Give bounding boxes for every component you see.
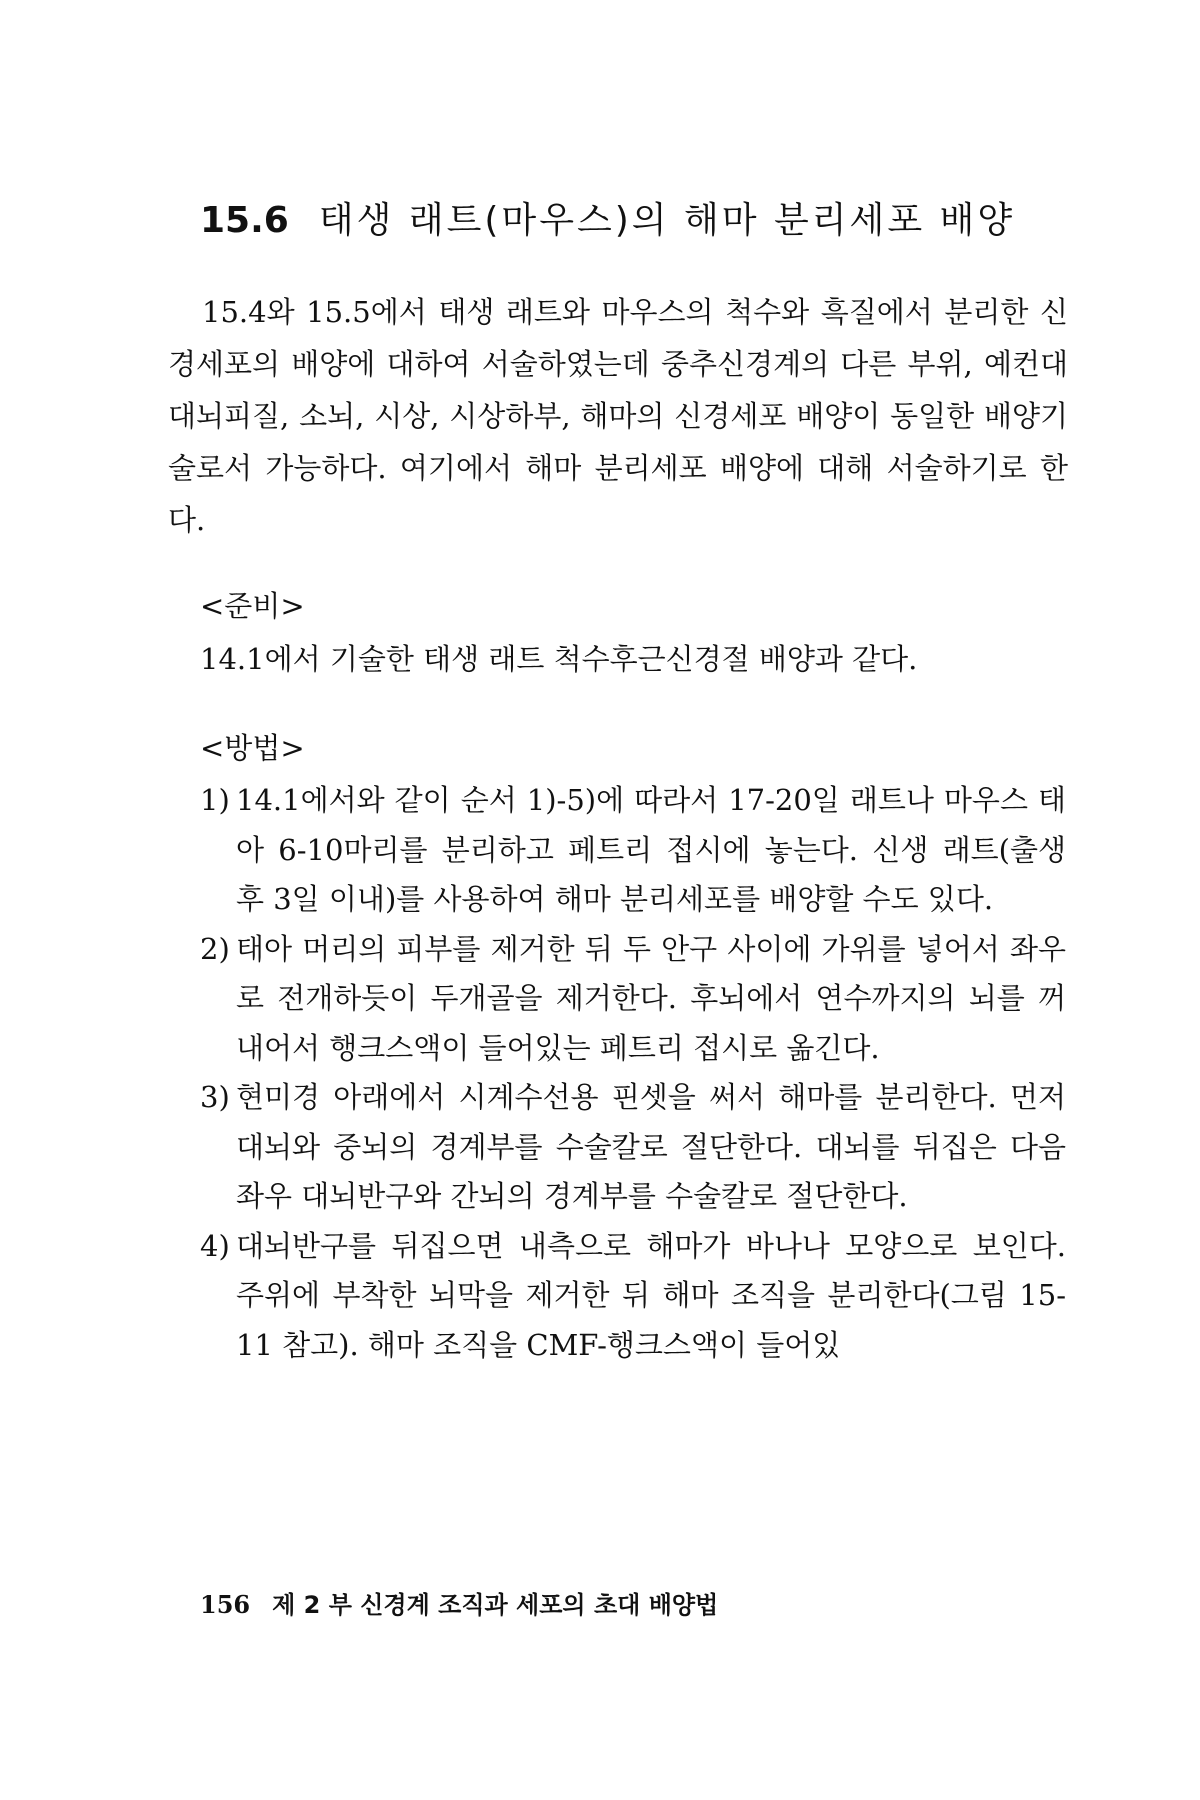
step-text: 태아 머리의 피부를 제거한 뒤 두 안구 사이에 가위를 넣어서 좌우로 전개하듯이 두개골을 제거한다. 후뇌에서 연수까지의 뇌를 꺼내어서 행크스액이 들어있는 페트리 접시로 옮긴다. xyxy=(236,931,1066,1065)
step-number: 3) xyxy=(200,1080,230,1114)
step-text: 14.1에서와 같이 순서 1)-5)에 따라서 17-20일 래트나 마우스 태아 6-10마리를 분리하고 페트리 접시에 놓는다. 신생 래트(출생 후 3일 이내)를 사용하여 해마 분리세포를 배양할 수도 있다. xyxy=(236,783,1066,916)
section-number: 15.6 xyxy=(200,200,289,241)
page-number: 156 xyxy=(200,1590,251,1619)
method-step xyxy=(200,925,1066,1074)
step-number: 2) xyxy=(200,931,230,966)
method-step xyxy=(200,1073,1066,1222)
running-title: 제 2 부 신경계 조직과 세포의 초대 배양법 xyxy=(272,1591,719,1619)
step-text: 현미경 아래에서 시계수선용 핀셋을 써서 해마를 분리한다. 먼저 대뇌와 중뇌의 경계부를 수술칼로 절단한다. 대뇌를 뒤집은 다음 좌우 대뇌반구와 간뇌의 경계부를 수술칼로 절단한다. xyxy=(236,1080,1066,1213)
method-step xyxy=(200,776,1066,925)
step-number: 1) xyxy=(200,783,230,817)
preparation-label: <준비> xyxy=(200,589,305,623)
section-heading xyxy=(200,192,1015,243)
step-number: 4) xyxy=(200,1228,230,1263)
step-text: 대뇌반구를 뒤집으면 내측으로 해마가 바나나 모양으로 보인다. 주위에 부착한 뇌막을 제거한 뒤 해마 조직을 분리한다(그림 15-11 참고). 해마 조직을 CMF-행크스액이 들어있 xyxy=(236,1228,1066,1362)
intro-paragraph: 15.4와 15.5에서 태생 래트와 마우스의 척수와 흑질에서 분리한 신경세포의 배양에 대하여 서술하였는데 중추신경계의 다른 부위, 예컨대 대뇌피질, 소뇌, 시상, 시상하부, 해마의 신경세포 배양이 동일한 배양기술로서 가능하다. 여기에서 해마 분리세포 배양에 대해 서술하기로 한다. xyxy=(168,295,1068,537)
preparation-text: 14.1에서 기술한 태생 래트 척수후근신경절 배양과 같다. xyxy=(200,642,918,676)
section-title: 태생 래트(마우스)의 해마 분리세포 배양 xyxy=(318,200,1016,241)
method-label: <방법> xyxy=(200,731,305,765)
method-step xyxy=(200,1222,1066,1371)
method-steps xyxy=(200,776,1066,1370)
page-footer xyxy=(200,1585,718,1620)
